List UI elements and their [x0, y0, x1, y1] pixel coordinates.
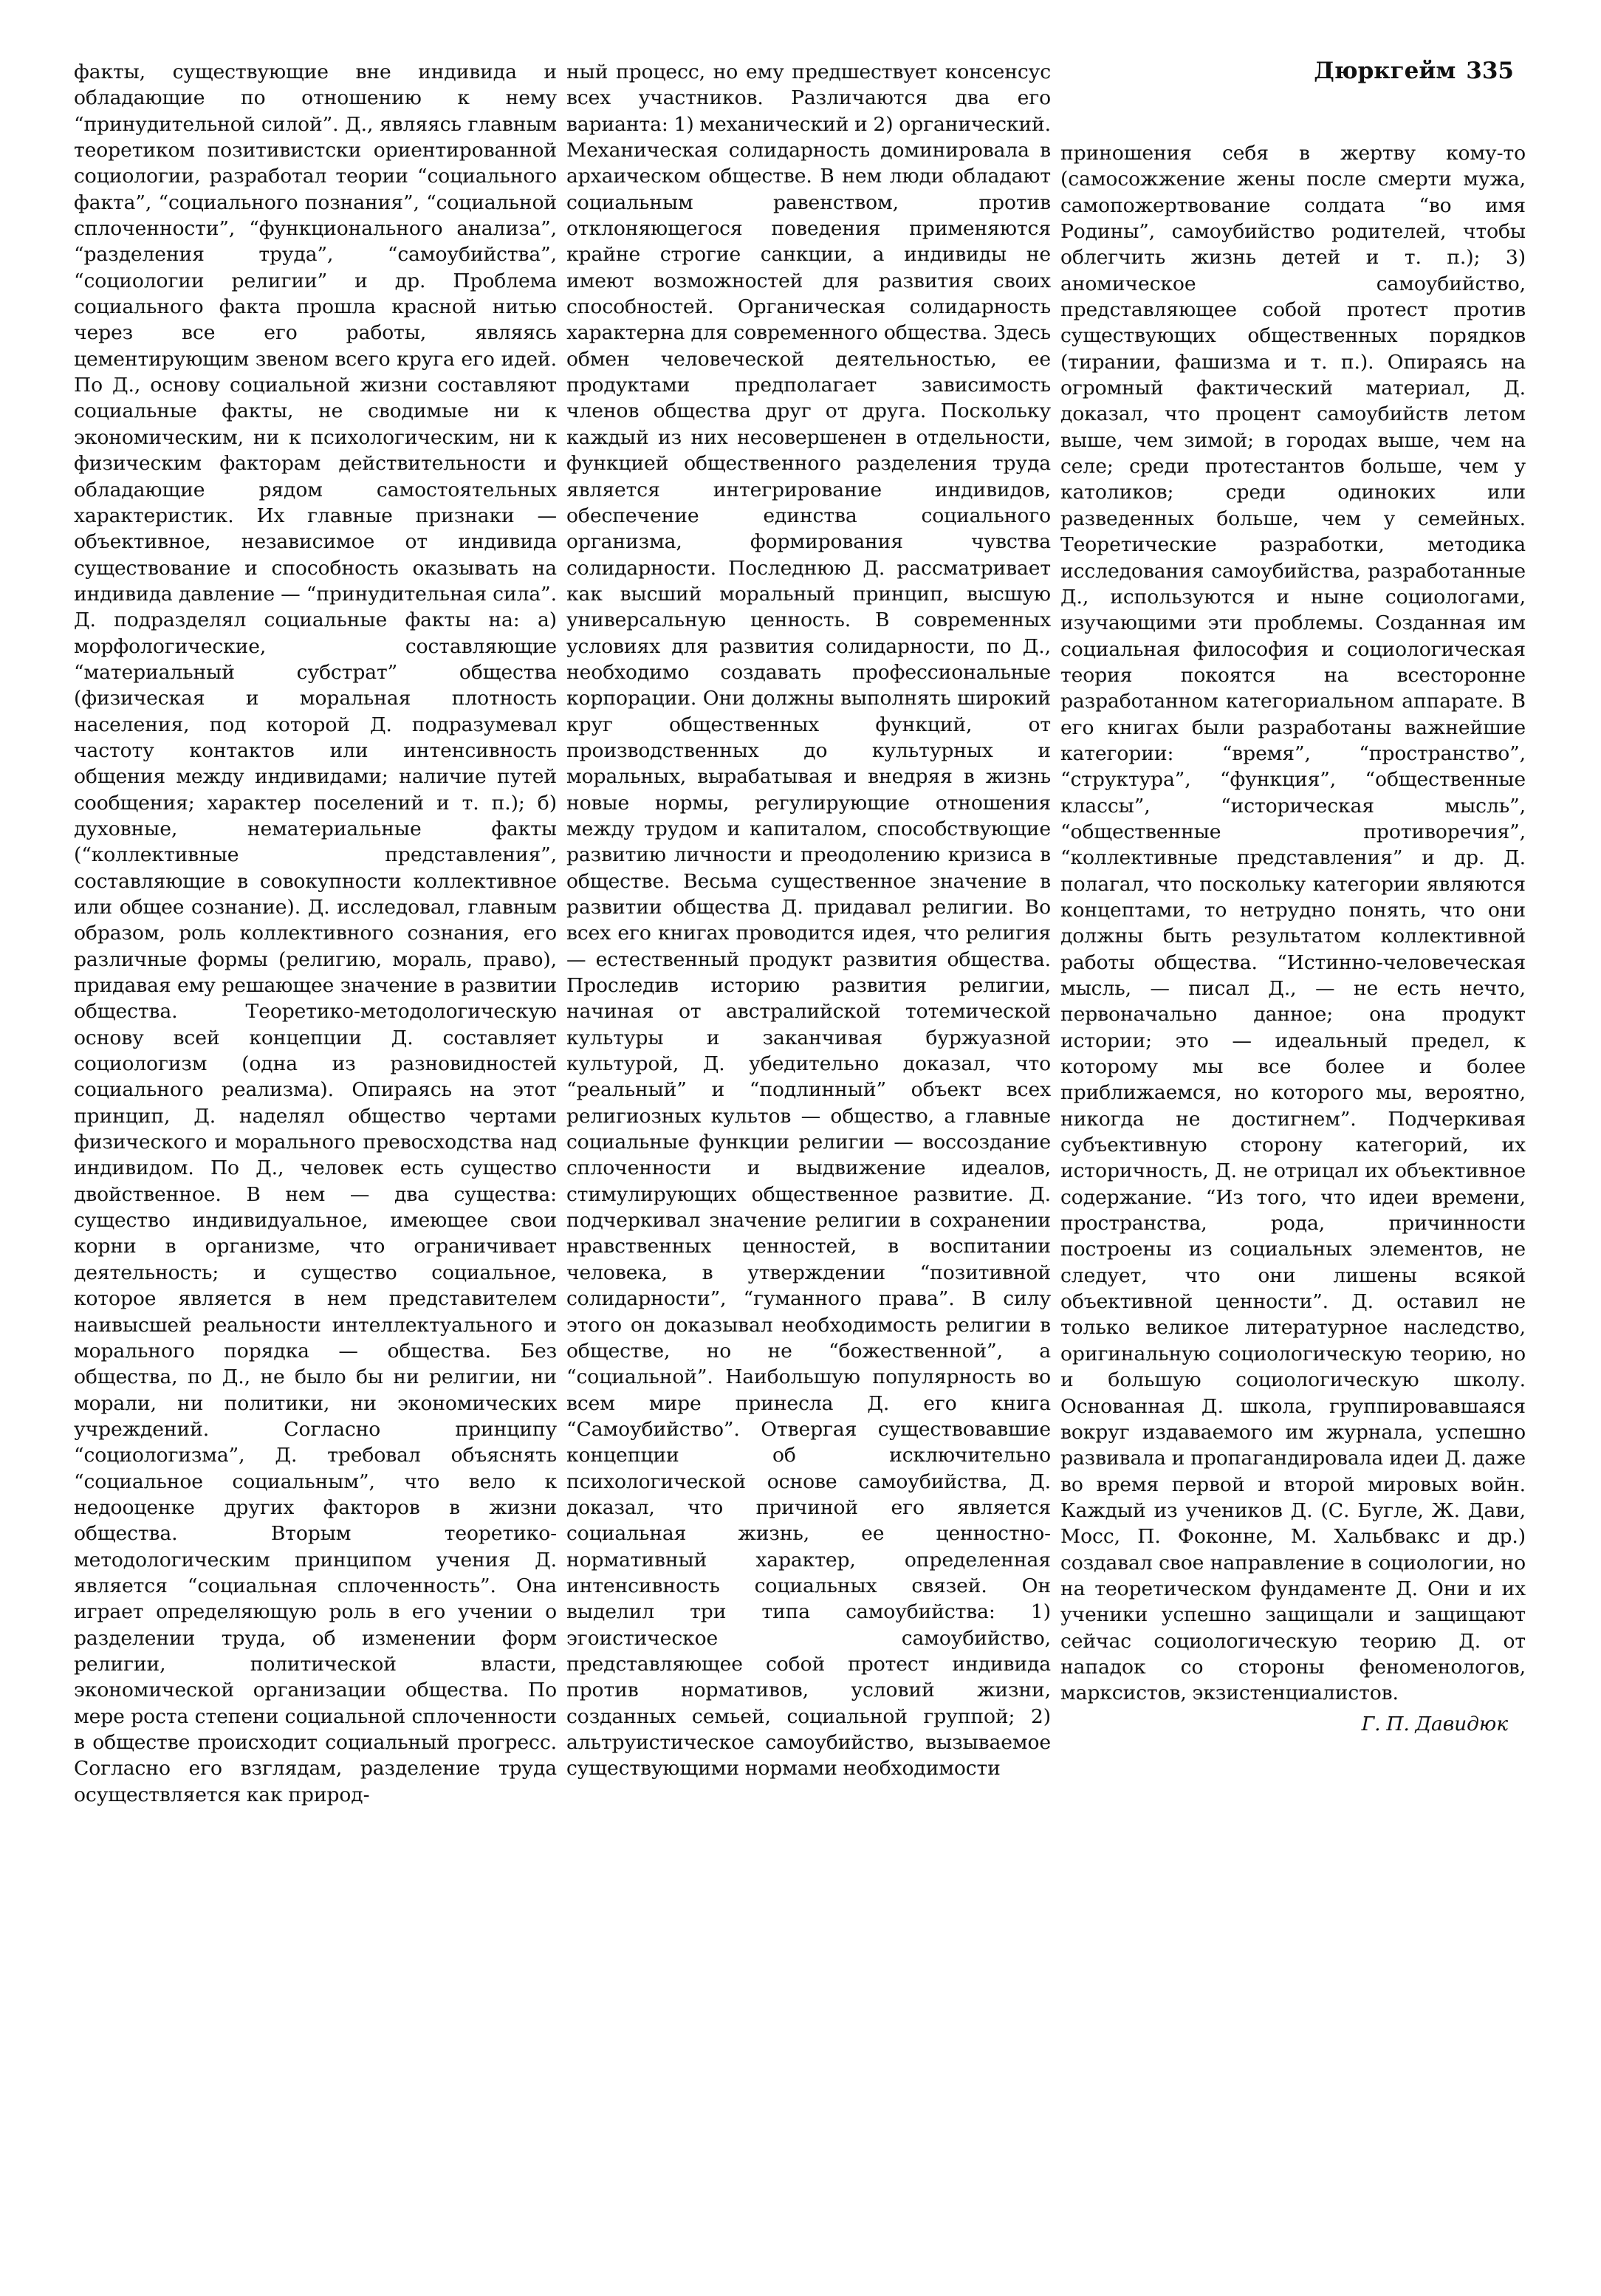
header-title: Дюркгейм: [1314, 58, 1456, 84]
paragraph: ный процесс, но ему предшествует консенсус всех участников. Различаются два его варианта: 1) механический и 2) органический. Механическая солидарность доминировала в архаическом обществе. В нем люди обладают социальным равенством, против отклоняющегося поведения применяются крайне строгие санкции, а индивиды не имеют возможностей для развития своих способностей. Органическая солидарность характерна для современного общества. Здесь обмен человеческой деятельностью, ее продуктами предполагает зависимость членов общества друг от друга. Поскольку каждый из них несовершенен в отдельности, функцией общественного разделения труда является интегрирование индивидов, обеспечение единства социального организма, формирования чувства солидарности. Последнюю Д. рассматривает как высший моральный принцип, высшую универсальную ценность. В современных условиях для развития солидарности, по Д., необходимо создавать профессиональные корпорации. Они должны выполнять широкий круг общественных функций, от производственных до культурных и моральных, вырабатывая и внедряя в жизнь новые нормы, регулирующие отношения между трудом и капиталом, способствующие развитию личности и преодолению кризиса в обществе. Весьма существенное значение в развитии общества Д. придавал религии. Во всех его книгах проводится идея, что религия — естественный продукт развития общества. Проследив историю развития религии, начиная от австралийской тотемической культуры и заканчивая буржуазной культурой, Д. убедительно доказал, что “реальный” и “подлинный” объект всех религиозных культов — общество, а главные социальные функции религии — воссоздание сплоченности и выдвижение идеалов, стимулирующих общественное развитие. Д. подчеркивал значение религии в сохранении нравственных ценностей, в воспитании человека, в утверждении “позитивной солидарности”, “гуманного права”. В силу этого он доказывал необходимость религии в обществе, но не “божественной”, а “социальной”. Наибольшую популярность во всем мире принесла Д. его книга “Самоубийство”. Отвергая существовавшие концепции об исключительно психологической основе самоубийства, Д. доказал, что причиной его является социальная жизнь, ее ценностно-нормативный характер, определенная интенсивность социальных связей. Он выделил три типа самоубийства: 1) эгоистическое самоубийство, представляющее собой протест индивида против нормативов, условий жизни, созданных семьей, социальной группой; 2) альтруистическое самоубийство, вызываемое существующими нормами необходимости: [566, 61, 1051, 1781]
paragraph: приношения себя в жертву кому-то (самосожжение жены после смерти мужа, самопожертвование солдата “во имя Родины”, самоубийство родителей, чтобы облегчить жизнь детей и т. п.); 3) аномическое самоубийство, представляющее собой протест против существующих общественных порядков (тирании, фашизма и т. п.). Опираясь на огромный фактический материал, Д. доказал, что процент самоубийств летом выше, чем зимой; в городах выше, чем на селе; среди протестантов больше, чем у католиков; среди одиноких или разведенных больше, чем у семейных. Теоретические разработки, методика исследования самоубийства, разработанные Д., используются и ныне социологами, изучающими эти проблемы. Созданная им социальная философия и социологическая теория покоятся на всесторонне разработанном категориальном аппарате. В его книгах были разработаны важнейшие категории: “время”, “пространство”, “структура”, “функция”, “общественные классы”, “историческая мысль”, “общественные противоречия”, “коллективные представления” и др. Д. полагал, что поскольку категории являются концептами, то нетрудно понять, что они должны быть результатом коллективной работы общества. “Истинно-человеческая мысль, — писал Д., — не есть нечто, первоначально данное; она продукт истории; это — идеальный предел, к которому мы все более и более приближаемся, но которого мы, вероятно, никогда не достигнем”. Подчеркивая субъективную сторону категорий, их историчность, Д. не отрицал их объективное содержание. “Из того, что идеи времени, пространства, рода, причинности построены из социальных элементов, не следует, что они лишены всякой объективной ценности”. Д. оставил не только великое литературное наследство, оригинальную социологическую теорию, но и большую социологическую школу. Основанная Д. школа, группировавшаяся вокруг издаваемого им журнала, успешно развивала и пропагандировала идеи Д. даже во время первой и второй мировых войн. Каждый из учеников Д. (С. Бугле, Ж. Дави, Мосс, П. Фоконне, М. Хальбвакс и др.) создавал свое направление в социологии, но на теоретическом фундаменте Д. Они и их ученики успешно защищали и защищают сейчас социологическую теорию Д. от нападок со стороны феноменологов, марксистов, экзистенциалистов.: [1060, 142, 1526, 1705]
text-column-3: [1060, 140, 1526, 1737]
author-signature: Г. П. Давидюк: [1361, 1712, 1508, 1735]
paragraph: факты, существующие вне индивида и обладающие по отношению к нему “принудительной силой”. Д., являясь главным теоретиком позитивистски ориентированной социологии, разработал теории “социального факта”, “социального познания”, “социальной сплоченности”, “функционального анализа”, “разделения труда”, “самоубийства”, “социологии религии” и др. Проблема социального факта прошла красной нитью через все его работы, являясь цементирующим звеном всего круга его идей. По Д., основу социальной жизни составляют социальные факты, не сводимые ни к экономическим, ни к психологическим, ни к физическим факторам действительности и обладающие рядом самостоятельных характеристик. Их главные признаки — объективное, независимое от индивида существование и способность оказывать на индивида давление — “принудительная сила”. Д. подразделял социальные факты на: а) морфологические, составляющие “материальный субстрат” общества (физическая и моральная плотность населения, под которой Д. подразумевал частоту контактов или интенсивность общения между индивидами; наличие путей сообщения; характер поселений и т. п.); б) духовные, нематериальные факты (“коллективные представления”, составляющие в совокупности коллективное или общее сознание). Д. исследовал, главным образом, роль коллективного сознания, его различные формы (религию, мораль, право), придавая ему решающее значение в развитии общества. Теоретико-методологическую основу всей концепции Д. составляет социологизм (одна из разновидностей социального реализма). Опираясь на этот принцип, Д. наделял общество чертами физического и морального превосходства над индивидом. По Д., человек есть существо двойственное. В нем — два существа: существо индивидуальное, имеющее свои корни в организме, что ограничивает деятельность; и существо социальное, которое является в нем представителем наивысшей реальности интеллектуального и морального порядка — общества. Без общества, по Д., не было бы ни религии, ни морали, ни политики, ни экономических учреждений. Согласно принципу “социологизма”, Д. требовал объяснять “социальное социальным”, что вело к недооценке других факторов в жизни общества. Вторым теоретико-методологическим принципом учения Д. является “социальная сплоченность”. Она играет определяющую роль в его учении о разделении труда, об изменении форм религии, политической власти, экономической организации общества. По мере роста степени социальной сплоченности в обществе происходит социальный прогресс. Согласно его взглядам, разделение труда осуществляется как природ-: [74, 61, 557, 1806]
page-number: 335: [1466, 58, 1514, 84]
text-column-2: [566, 59, 1051, 1782]
text-column-1: [74, 59, 557, 1808]
running-header: [1314, 58, 1514, 84]
